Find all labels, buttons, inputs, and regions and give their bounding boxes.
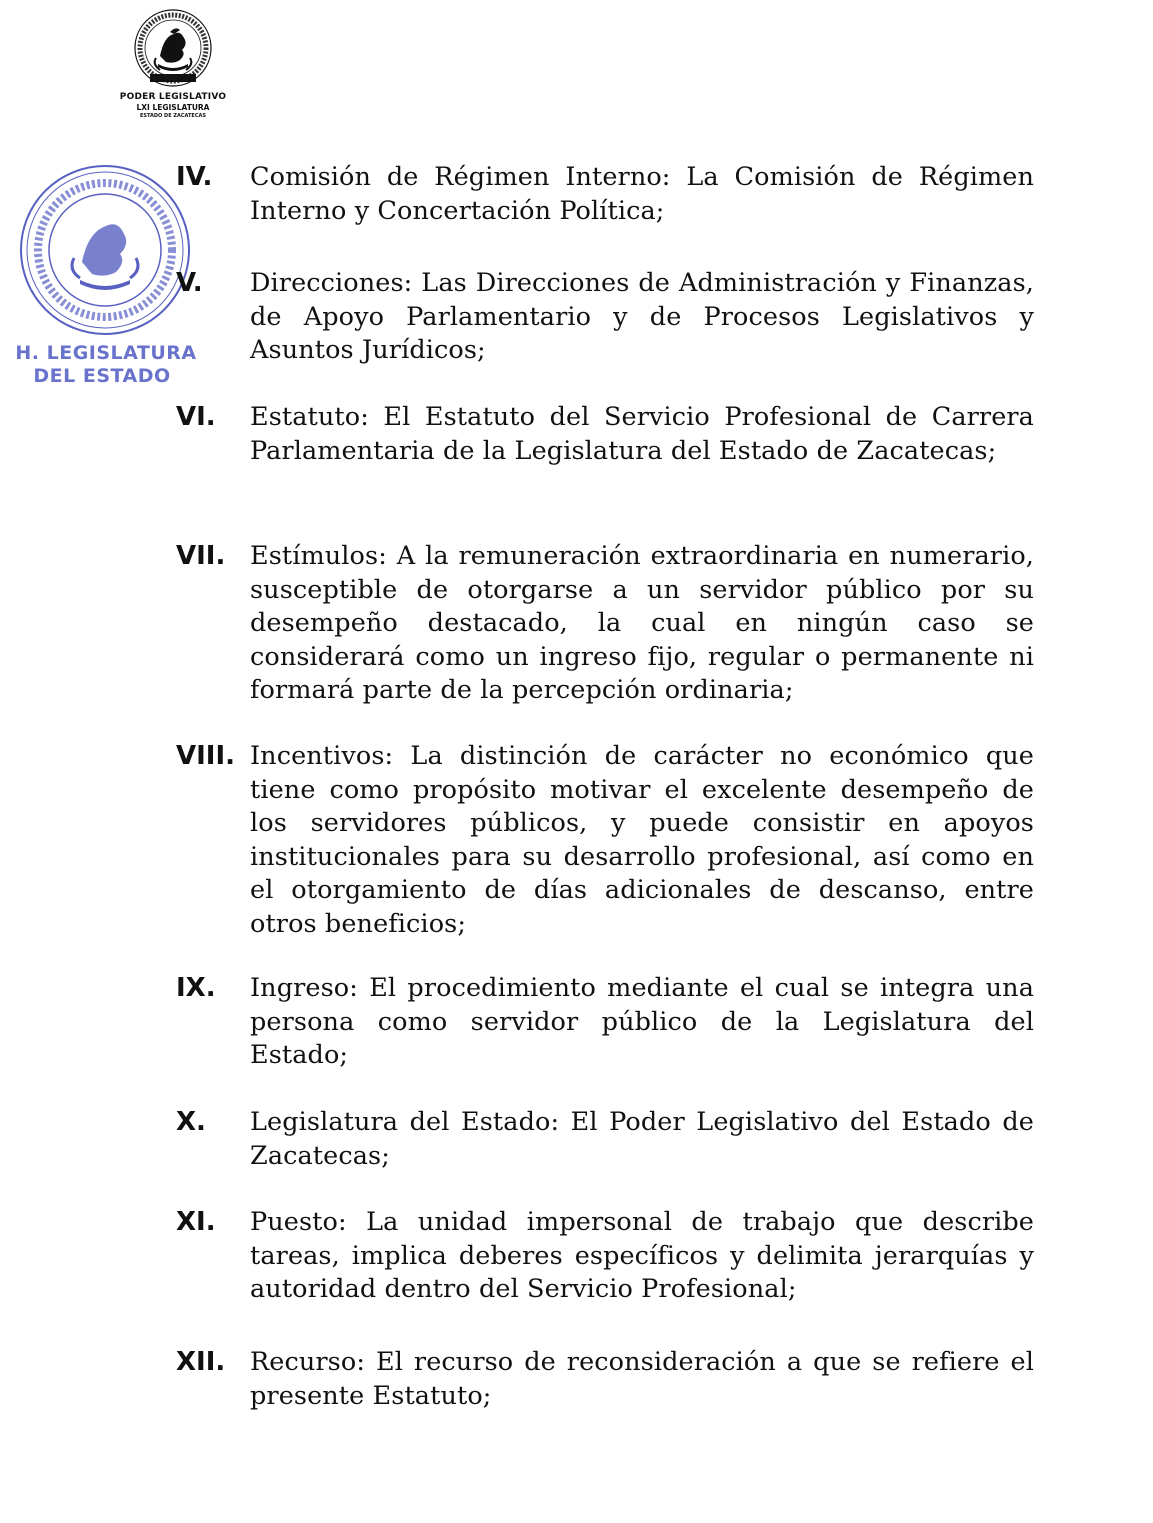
item-numeral: X. <box>176 1107 206 1137</box>
header-line-3: ESTADO DE ZACATECAS <box>140 113 206 119</box>
item-text: Direcciones: Las Direcciones de Administración y Finanzas, de Apoyo Parlamentario y de Procesos Legislativos y Asuntos Jurídicos; <box>250 268 1034 365</box>
list-item <box>176 972 1036 1073</box>
stamp-label-line-1: H. LEGISLATURA <box>15 342 197 364</box>
item-text: Ingreso: El procedimiento mediante el cual se integra una persona como servidor público de la Legislatura del Estado; <box>250 973 1034 1070</box>
item-text: Puesto: La unidad impersonal de trabajo que describe tareas, implica deberes específicos y delimita jerarquías y autoridad dentro del Servicio Profesional; <box>250 1207 1034 1304</box>
item-text: Legislatura del Estado: El Poder Legislativo del Estado de Zacatecas; <box>250 1107 1034 1171</box>
list-item <box>176 1206 1036 1307</box>
stamp-label-line-2: DEL ESTADO <box>33 365 171 387</box>
item-text: Recurso: El recurso de reconsideración a que se refiere el presente Estatuto; <box>250 1347 1034 1411</box>
item-numeral: V. <box>176 268 203 298</box>
header-line-2: LXI LEGISLATURA <box>136 103 210 112</box>
item-text: Estímulos: A la remuneración extraordinaria en numerario, susceptible de otorgarse a un servidor público por su desempeño destacado, la cual en ningún caso se considerará como un ingreso fijo, regular o permanente ni formará parte de la percepción ordinaria; <box>250 541 1034 705</box>
item-text: Comisión de Régimen Interno: La Comisión de Régimen Interno y Concertación Política; <box>250 162 1034 226</box>
item-numeral: IX. <box>176 973 216 1003</box>
list-item <box>176 740 1036 941</box>
official-stamp <box>10 162 200 392</box>
item-numeral: XI. <box>176 1207 216 1237</box>
list-item <box>176 161 1036 228</box>
stamp-seal-icon <box>10 162 200 342</box>
list-item <box>176 540 1036 708</box>
list-item <box>176 267 1036 368</box>
list-item <box>176 1346 1036 1413</box>
item-numeral: XII. <box>176 1347 226 1377</box>
item-numeral: VIII. <box>176 741 236 771</box>
item-numeral: VII. <box>176 541 226 571</box>
header-line-1: PODER LEGISLATIVO <box>119 92 227 102</box>
list-item <box>176 1106 1036 1173</box>
header-emblem <box>112 8 234 120</box>
item-numeral: IV. <box>176 162 213 192</box>
coat-of-arms-icon <box>130 8 216 88</box>
item-text: Estatuto: El Estatuto del Servicio Profesional de Carrera Parlamentaria de la Legislatura del Estado de Zacatecas; <box>250 402 1034 466</box>
item-numeral: VI. <box>176 402 216 432</box>
list-item <box>176 401 1036 468</box>
item-text: Incentivos: La distinción de carácter no económico que tiene como propósito motivar el excelente desempeño de los servidores públicos, y puede consistir en apoyos institucionales para su desarrollo profesional, así como en el otorgamiento de días adicionales de descanso, entre otros beneficios; <box>250 741 1034 939</box>
